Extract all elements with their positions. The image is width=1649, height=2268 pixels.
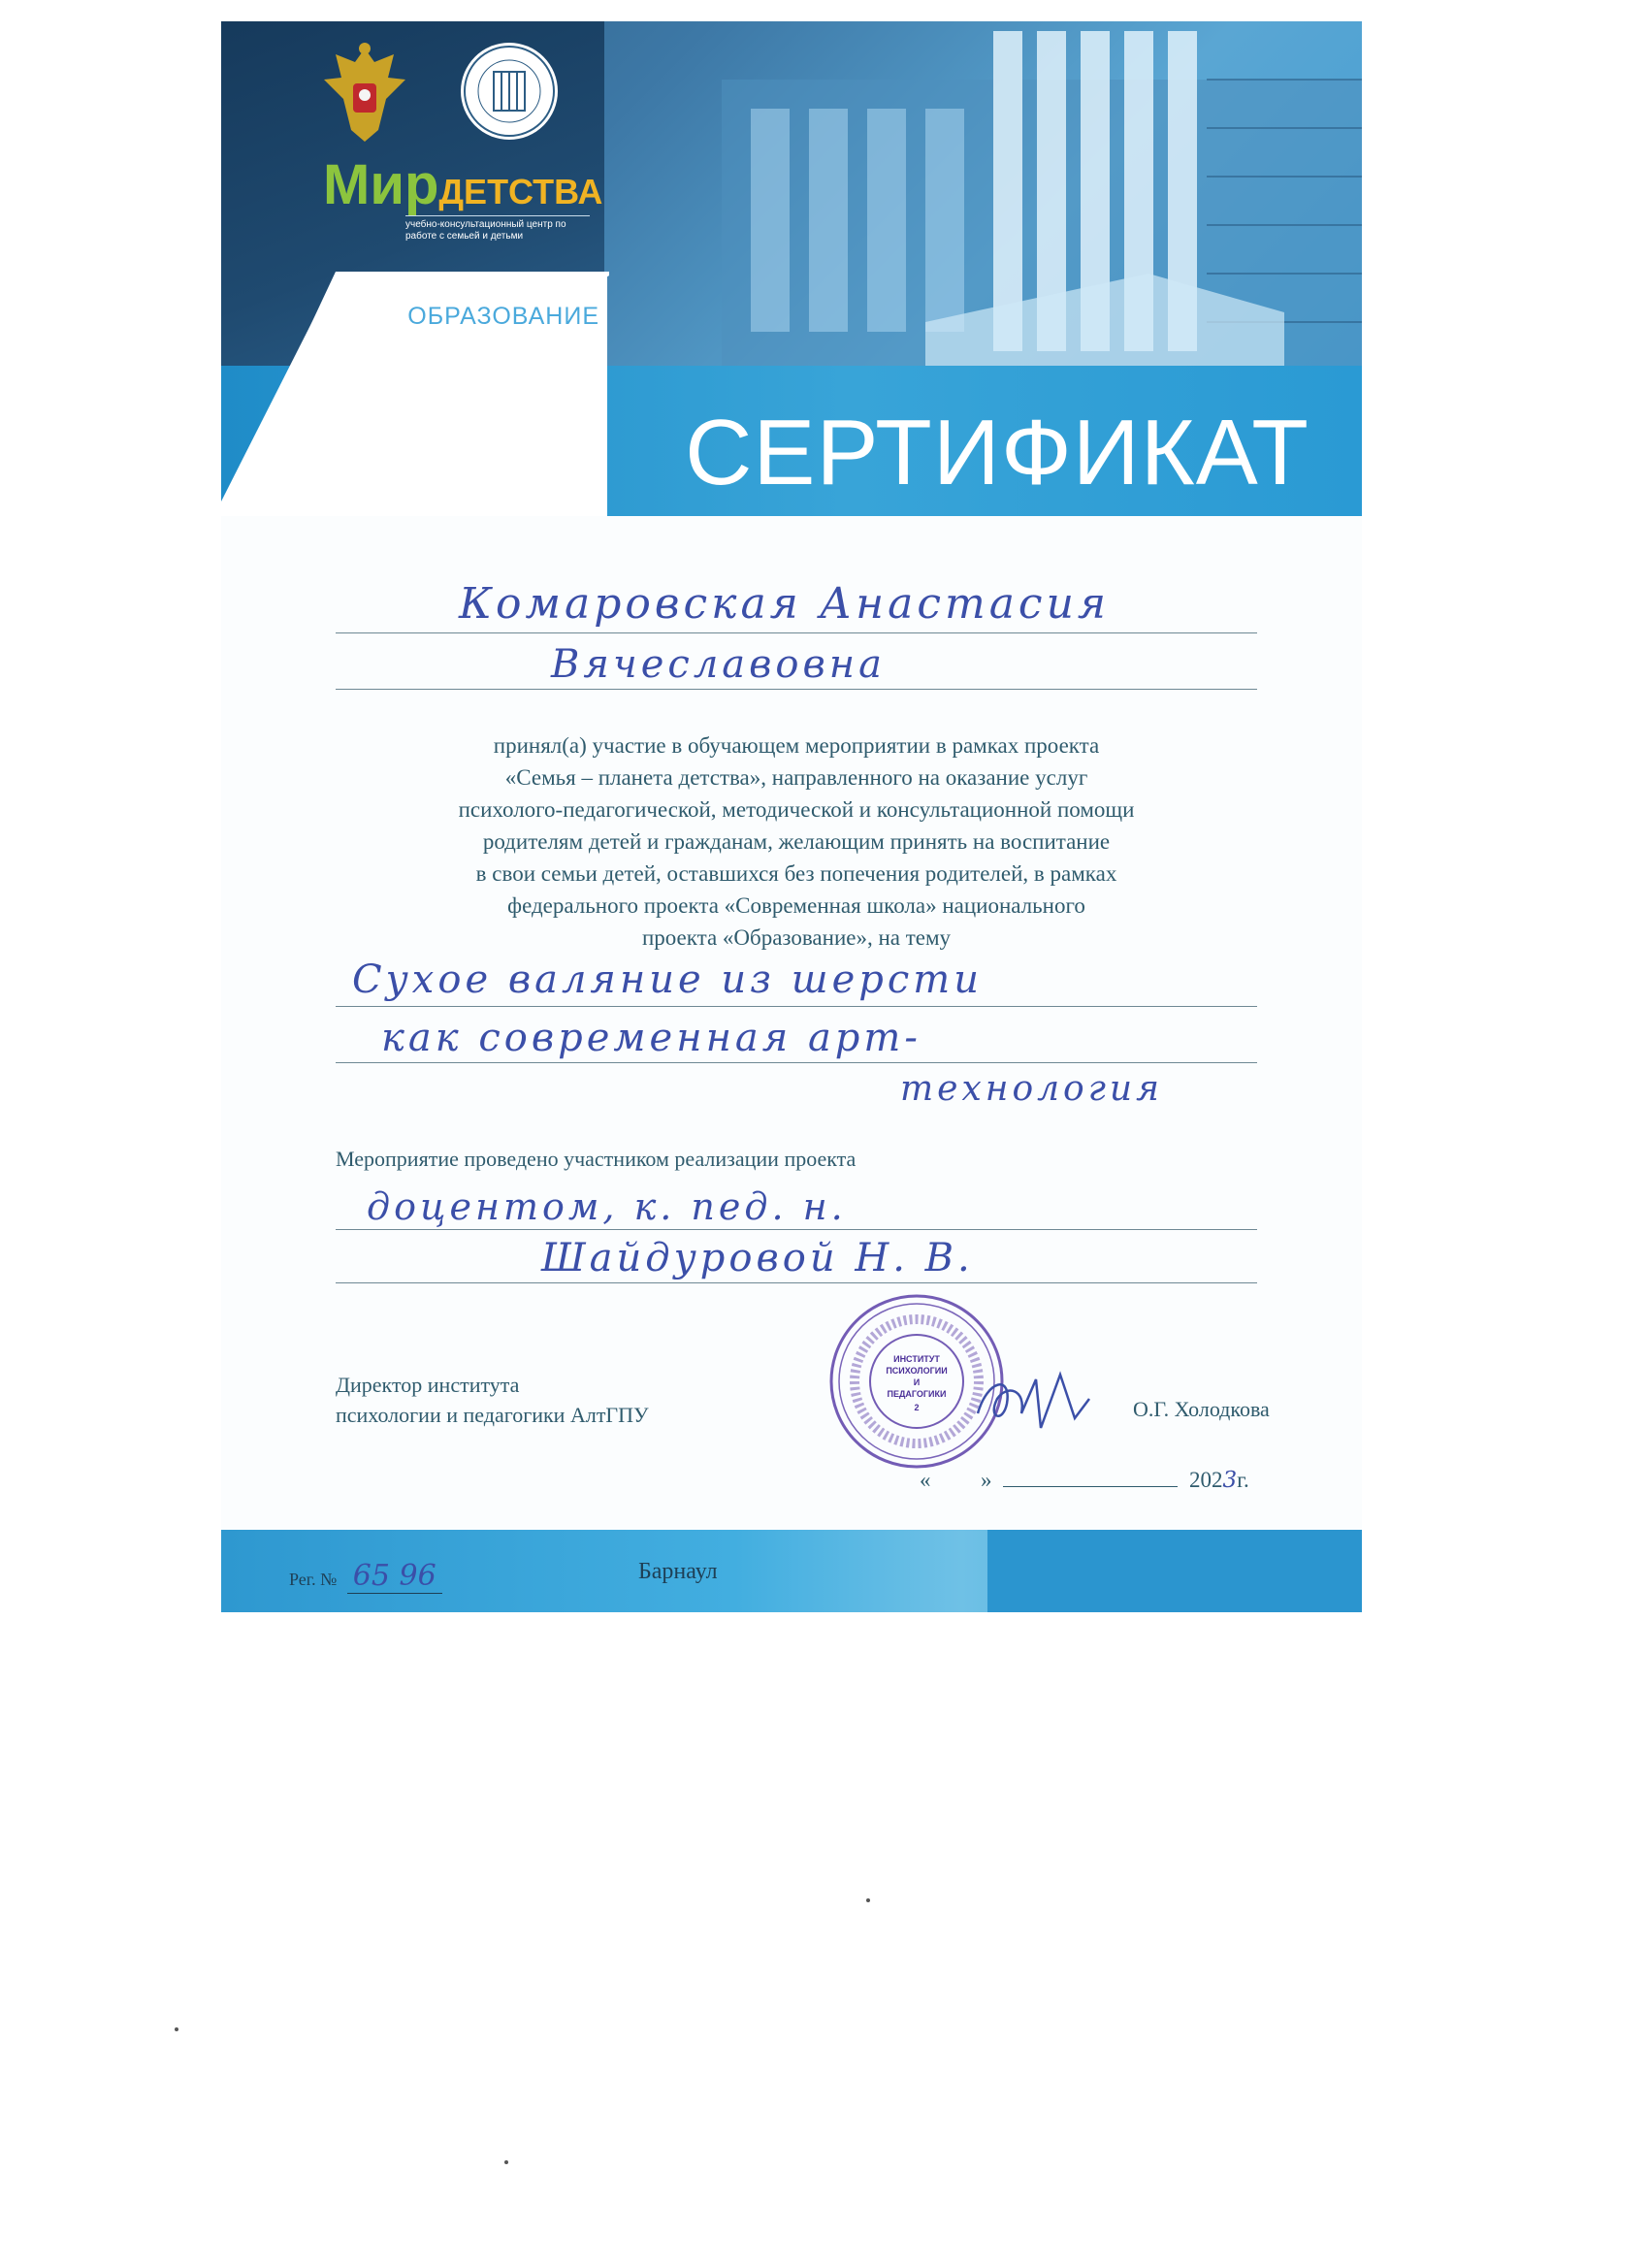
national-projects-title: [323, 347, 606, 452]
mir-detstva-logo: [323, 152, 602, 217]
name-underline-2: [336, 689, 1257, 690]
conducted-by-label: Мероприятие проведено участником реализации проекта: [336, 1147, 857, 1171]
name-underline-1: [336, 632, 1257, 633]
topic-line3: технология: [900, 1069, 1163, 1109]
recipient-name-line1: Комаровская Анастасия: [459, 579, 1111, 629]
date-year-prefix: 202: [1189, 1468, 1223, 1492]
director-line1: Директор института: [336, 1373, 520, 1397]
conducted-by-line1: доцентом, к. пед. н.: [367, 1185, 847, 1228]
recipient-name-line2: Вячеславовна: [551, 642, 886, 687]
conducted-underline-1: [336, 1229, 1257, 1230]
certificate-title: СЕРТИФИКАТ: [685, 401, 1310, 504]
participation-line: психолого-педагогической, методической и консультационной помощи: [458, 797, 1135, 822]
city: Барнаул: [638, 1559, 718, 1584]
registration-number: [289, 1559, 442, 1593]
topic-underline-2: [336, 1062, 1257, 1063]
signer-name: О.Г. Холодкова: [1133, 1397, 1270, 1421]
logo-mir: Мир: [323, 153, 439, 216]
topic-line2: как современная арт-: [381, 1016, 922, 1060]
participation-line: в свои семьи детей, оставшихся без попечения родителей, в рамках: [475, 861, 1117, 886]
conducted-underline-2: [336, 1282, 1257, 1283]
certificate: [221, 21, 1362, 1612]
topic-line1: Сухое валяние из шерсти: [352, 957, 983, 1002]
national-projects-line2: ПРОЕКТЫ: [439, 381, 599, 418]
svg-text:ПСИХОЛОГИИ: ПСИХОЛОГИИ: [886, 1366, 948, 1376]
participation-line: принял(а) участие в обучающем мероприятии в рамках проекта: [493, 733, 1100, 758]
director-line2: психологии и педагогики АлтГПУ: [336, 1403, 649, 1427]
date-quote-open: «: [920, 1468, 931, 1492]
russian-emblem-icon: [318, 41, 411, 147]
date-line: [920, 1467, 1249, 1493]
reg-label: Рег. №: [289, 1570, 338, 1589]
director-signature: [968, 1360, 1104, 1438]
university-seal-icon: [459, 41, 560, 142]
date-year-suffix: г.: [1237, 1468, 1249, 1492]
scan-speck: [504, 2160, 508, 2164]
logo-detstva: ДЕТСТВА: [438, 172, 603, 211]
reg-number: 65 96: [347, 1559, 442, 1594]
scan-speck: [866, 1898, 870, 1902]
footer-panel: [987, 1530, 1362, 1612]
certificate-footer: [221, 1530, 1362, 1612]
date-month-blank: [1003, 1467, 1178, 1487]
logo-subtitle: учебно-консультационный центр по работе с семьей и детьми: [405, 215, 590, 243]
date-year-hand: 3: [1222, 1468, 1238, 1493]
participation-line: проекта «Образование», на тему: [641, 925, 952, 950]
svg-text:И: И: [913, 1377, 921, 1387]
scan-speck: [175, 2027, 178, 2031]
project-label: ОБРАЗОВАНИЕ: [407, 303, 599, 330]
participation-line: федерального проекта «Современная школа» национального: [507, 893, 1085, 918]
national-projects-line3: РОССИИ: [463, 415, 599, 452]
participation-line: родителям детей и гражданам, желающим принять на воспитание: [482, 829, 1111, 854]
participation-line: «Семья – планета детства», направленного на оказание услуг: [504, 765, 1088, 790]
national-projects-line1: НАЦИОНАЛЬНЫЕ: [323, 347, 606, 384]
certificate-header: [221, 21, 1362, 516]
topic-underline-1: [336, 1006, 1257, 1007]
date-quote-close: »: [981, 1468, 992, 1492]
svg-text:ПЕДАГОГИКИ: ПЕДАГОГИКИ: [887, 1389, 947, 1399]
svg-text:2: 2: [914, 1403, 920, 1412]
participation-text: [336, 729, 1257, 954]
svg-text:ИНСТИТУТ: ИНСТИТУТ: [893, 1354, 940, 1364]
conducted-by-line2: Шайдуровой Н. В.: [541, 1236, 974, 1280]
director-title: [336, 1370, 649, 1430]
building-illustration: [605, 21, 1362, 390]
